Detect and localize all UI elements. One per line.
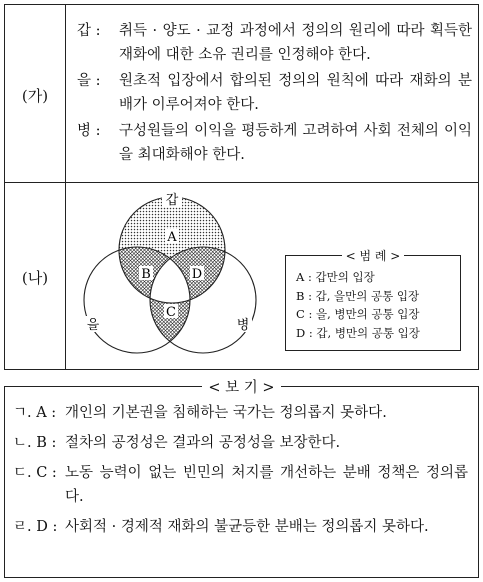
venn-label-eul: 을 [86, 318, 100, 333]
bogi-item-digeut [13, 461, 468, 509]
statement-eul [77, 69, 472, 117]
venn-region-c: C [166, 305, 176, 320]
bogi-box [4, 380, 479, 578]
statement-text: 구성원들의 이익을 평등하게 고려하여 사회 전체의 이익을 최대화해야 한다. [119, 123, 472, 163]
legend-item-c: C : 을, 병만의 공통 입장 [296, 307, 420, 321]
legend-item-d: D : 갑, 병만의 공통 입장 [296, 325, 420, 340]
venn-label-gap: 갑 [165, 193, 179, 208]
venn-region-d: D [191, 267, 203, 282]
bogi-item-rieul [13, 515, 468, 539]
legend-title: < 범 례 > [342, 249, 405, 263]
bogi-item-key: ㄴ. B : [13, 435, 57, 451]
bogi-item-giyeok [13, 401, 468, 425]
statement-text: 취득 · 양도 · 교정 과정에서 정의의 원리에 따라 획득한 재화에 대한 소유 권리를 인정해야 한다. [119, 23, 472, 63]
venn-label-byeong: 병 [236, 318, 250, 333]
section-label-na: (나) [21, 269, 49, 287]
bogi-item-text: 노동 능력이 없는 빈민의 처지를 개선하는 분배 정책은 정의롭다. [65, 465, 468, 505]
bogi-title: < 보 기 > [202, 380, 280, 396]
speaker-label: 을 : [77, 73, 101, 89]
bogi-list [13, 401, 468, 545]
speaker-label: 병 : [77, 123, 101, 139]
statement-gap [77, 19, 472, 67]
legend-box [285, 249, 461, 351]
bogi-item-key: ㄱ. A : [13, 405, 57, 421]
statement-byeong [77, 119, 472, 167]
bogi-item-text: 절차의 공정성은 결과의 공정성을 보장한다. [65, 435, 341, 451]
speaker-label: 갑 : [77, 23, 101, 39]
legend-item-a: A : 갑만의 입장 [296, 270, 375, 284]
venn-region-a: A [167, 230, 177, 245]
statements-list [77, 19, 472, 169]
statement-text: 원초적 입장에서 합의된 정의의 원칙에 따라 재화의 분배가 이루어져야 한다. [119, 73, 472, 113]
bogi-item-nieun [13, 431, 468, 455]
venn-diagram [64, 180, 274, 365]
bogi-item-key: ㄷ. C : [13, 465, 57, 481]
venn-region-b: B [141, 267, 151, 282]
legend-item-b: B : 갑, 을만의 공통 입장 [296, 288, 420, 303]
bogi-item-text: 개인의 기본권을 침해하는 국가는 정의롭지 못하다. [65, 405, 387, 421]
bogi-item-text: 사회적 · 경제적 재화의 불균등한 분배는 정의롭지 못하다. [65, 519, 429, 535]
section-label-ga: (가) [21, 87, 49, 105]
bogi-item-key: ㄹ. D : [13, 519, 58, 535]
